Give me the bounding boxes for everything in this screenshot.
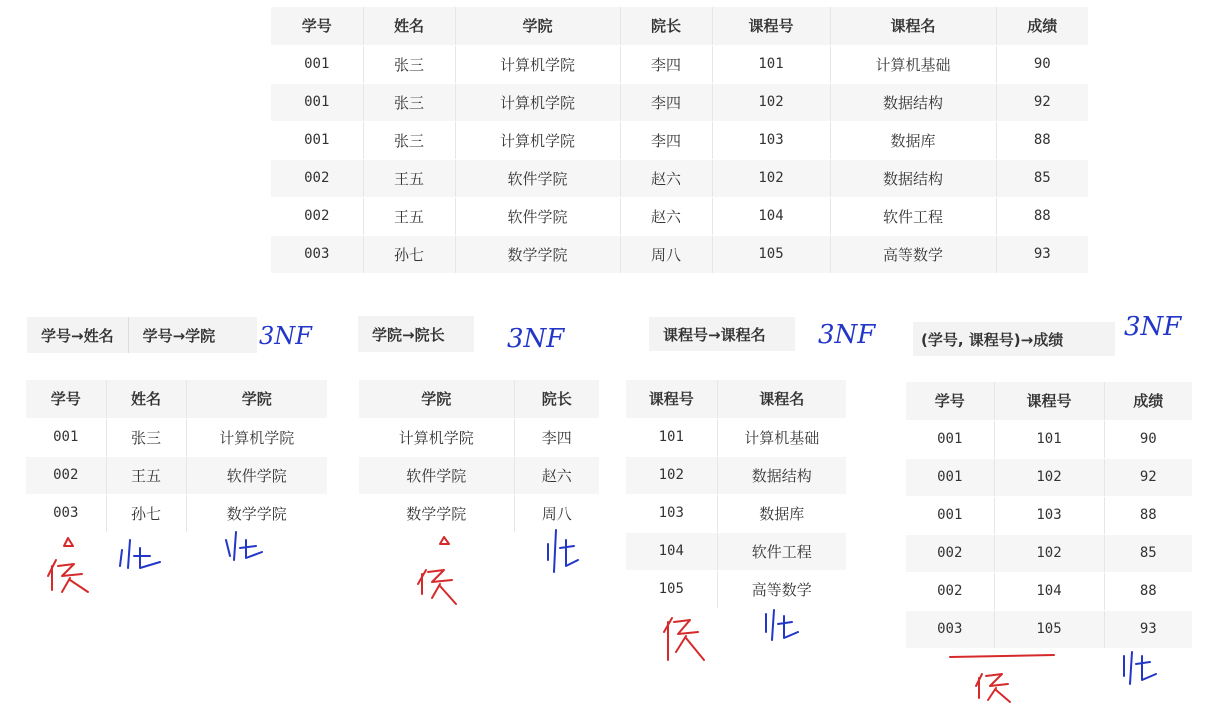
table-cell: 92: [1104, 458, 1192, 496]
table-row: [271, 83, 1088, 121]
underline-mark-icon: [950, 655, 1054, 657]
table-cell: 李四: [620, 83, 712, 121]
table-cell: 001: [271, 121, 363, 159]
table-cell: 计算机基础: [830, 45, 996, 83]
table-cell: 周八: [514, 494, 599, 532]
fd-box-college: [358, 316, 474, 352]
table-cell: 003: [271, 235, 363, 273]
table-cell: 104: [994, 572, 1104, 610]
column-header: 院长: [620, 7, 712, 45]
table-cell: 88: [996, 197, 1088, 235]
table-cell: 002: [906, 534, 994, 572]
table-cell: 周八: [620, 235, 712, 273]
column-header: 学号: [26, 380, 106, 418]
student-table: [26, 380, 327, 533]
table-cell: 85: [1104, 534, 1192, 572]
course-table: [626, 380, 846, 609]
fd-box-course: [649, 317, 795, 351]
nf-mark-4: 3NF: [1124, 312, 1182, 342]
table-cell: 102: [626, 456, 717, 494]
table-cell: 88: [996, 121, 1088, 159]
column-header: 课程名: [717, 380, 846, 418]
column-header: 姓名: [363, 7, 455, 45]
table-cell: 张三: [106, 418, 186, 456]
table-cell: 105: [994, 610, 1104, 648]
table-cell: 92: [996, 83, 1088, 121]
table-cell: 002: [906, 572, 994, 610]
table-row: [906, 496, 1192, 534]
table-cell: 软件学院: [359, 456, 514, 494]
table-cell: 软件学院: [455, 159, 620, 197]
column-header: 成绩: [996, 7, 1088, 45]
table-cell: 张三: [363, 83, 455, 121]
table-row: [626, 570, 846, 608]
table-cell: 王五: [363, 159, 455, 197]
table-cell: 数据库: [830, 121, 996, 159]
table-cell: 105: [626, 570, 717, 608]
fd-box-score: [913, 322, 1115, 356]
fei-mark-icon: [226, 532, 262, 560]
table-cell: 001: [26, 418, 106, 456]
column-header: 学号: [906, 382, 994, 420]
table-cell: 李四: [620, 45, 712, 83]
table-cell: 数据结构: [717, 456, 846, 494]
table-cell: 软件学院: [455, 197, 620, 235]
table-cell: 李四: [620, 121, 712, 159]
fd-box-student: [27, 317, 257, 353]
table-cell: 王五: [363, 197, 455, 235]
table-cell: 软件工程: [717, 532, 846, 570]
table-row: [359, 418, 599, 456]
table-row: [906, 610, 1192, 648]
fd-student-college: 学号→学院: [142, 326, 216, 345]
table-cell: 90: [996, 45, 1088, 83]
fd-college-dean: 学院→院长: [372, 325, 445, 344]
table-cell: 001: [906, 496, 994, 534]
table-cell: 高等数学: [717, 570, 846, 608]
fd-student-name: 学号→姓名: [41, 326, 114, 345]
table-cell: 88: [1104, 572, 1192, 610]
column-header: 学院: [359, 380, 514, 418]
table-cell: 李四: [514, 418, 599, 456]
table-cell: 数据库: [717, 494, 846, 532]
table-row: [271, 159, 1088, 197]
column-header: 学院: [455, 7, 620, 45]
table-cell: 001: [271, 45, 363, 83]
column-header: 姓名: [106, 380, 186, 418]
nf-mark-3: 3NF: [818, 320, 876, 350]
table-cell: 101: [994, 420, 1104, 458]
table-cell: 104: [626, 532, 717, 570]
table-cell: 102: [712, 83, 830, 121]
column-header: 课程号: [626, 380, 717, 418]
table-cell: 88: [1104, 496, 1192, 534]
header-row: [26, 380, 327, 418]
table-cell: 85: [996, 159, 1088, 197]
table-cell: 张三: [363, 121, 455, 159]
table-row: [271, 121, 1088, 159]
fei-mark-icon: [548, 530, 578, 572]
table-cell: 软件工程: [830, 197, 996, 235]
fd-score: (学号, 课程号)→成绩: [921, 330, 1064, 349]
score-table: [906, 382, 1192, 649]
table-cell: 计算机学院: [455, 121, 620, 159]
hou-mark-icon: [664, 618, 672, 660]
table-cell: 计算机学院: [186, 418, 327, 456]
college-table: [359, 380, 599, 533]
table-cell: 数据结构: [830, 83, 996, 121]
triangle-mark-icon: [64, 538, 73, 546]
table-cell: 赵六: [620, 159, 712, 197]
table-cell: 102: [994, 534, 1104, 572]
table-cell: 计算机学院: [455, 83, 620, 121]
table-row: [26, 456, 327, 494]
fei-mark-icon: [766, 610, 798, 640]
table-row: [906, 420, 1192, 458]
table-cell: 孙七: [106, 494, 186, 532]
table-cell: 计算机基础: [717, 418, 846, 456]
table-cell: 赵六: [514, 456, 599, 494]
header-row: [271, 7, 1088, 45]
table-row: [906, 572, 1192, 610]
table-row: [906, 534, 1192, 572]
table-cell: 90: [1104, 420, 1192, 458]
table-cell: 软件学院: [186, 456, 327, 494]
table-row: [26, 494, 327, 532]
column-header: 院长: [514, 380, 599, 418]
table-cell: 赵六: [620, 197, 712, 235]
table-cell: 003: [906, 610, 994, 648]
table-cell: 数学学院: [359, 494, 514, 532]
hou-mark-icon: [48, 560, 56, 590]
table-cell: 003: [26, 494, 106, 532]
header-row: [626, 380, 846, 418]
table-cell: 104: [712, 197, 830, 235]
nf-mark-1: 3NF: [259, 322, 312, 350]
table-cell: 002: [271, 197, 363, 235]
table-row: [359, 494, 599, 532]
table-row: [271, 45, 1088, 83]
table-row: [26, 418, 327, 456]
table-row: [359, 456, 599, 494]
table-row: [271, 235, 1088, 273]
table-cell: 103: [712, 121, 830, 159]
column-header: 课程名: [830, 7, 996, 45]
fei-mark-icon: [120, 540, 160, 568]
nf-mark-2: 3NF: [507, 324, 565, 354]
table-cell: 高等数学: [830, 235, 996, 273]
table-cell: 105: [712, 235, 830, 273]
table-cell: 101: [712, 45, 830, 83]
table-cell: 计算机学院: [455, 45, 620, 83]
table-row: [626, 456, 846, 494]
table-cell: 93: [996, 235, 1088, 273]
column-header: 成绩: [1104, 382, 1192, 420]
hou-mark-icon: [976, 674, 982, 698]
triangle-mark-icon: [440, 537, 449, 544]
table-cell: 数据结构: [830, 159, 996, 197]
table-cell: 002: [26, 456, 106, 494]
table-cell: 93: [1104, 610, 1192, 648]
header-row: [359, 380, 599, 418]
table-cell: 张三: [363, 45, 455, 83]
fei-mark-icon: [1124, 652, 1156, 684]
table-cell: 102: [712, 159, 830, 197]
table-row: [626, 532, 846, 570]
table-row: [906, 458, 1192, 496]
header-row: [906, 382, 1192, 420]
table-cell: 103: [626, 494, 717, 532]
table-cell: 002: [271, 159, 363, 197]
column-header: 课程号: [712, 7, 830, 45]
column-header: 课程号: [994, 382, 1104, 420]
table-row: [626, 494, 846, 532]
table-cell: 数学学院: [186, 494, 327, 532]
table-cell: 103: [994, 496, 1104, 534]
column-header: 学号: [271, 7, 363, 45]
table-cell: 001: [906, 458, 994, 496]
table-cell: 数学学院: [455, 235, 620, 273]
table-cell: 001: [271, 83, 363, 121]
table-cell: 计算机学院: [359, 418, 514, 456]
table-row: [271, 197, 1088, 235]
table-cell: 王五: [106, 456, 186, 494]
main-table: [271, 7, 1088, 274]
table-cell: 001: [906, 420, 994, 458]
table-cell: 101: [626, 418, 717, 456]
table-cell: 102: [994, 458, 1104, 496]
table-cell: 孙七: [363, 235, 455, 273]
column-header: 学院: [186, 380, 327, 418]
table-row: [626, 418, 846, 456]
fd-course-name: 课程号→课程名: [663, 325, 766, 344]
